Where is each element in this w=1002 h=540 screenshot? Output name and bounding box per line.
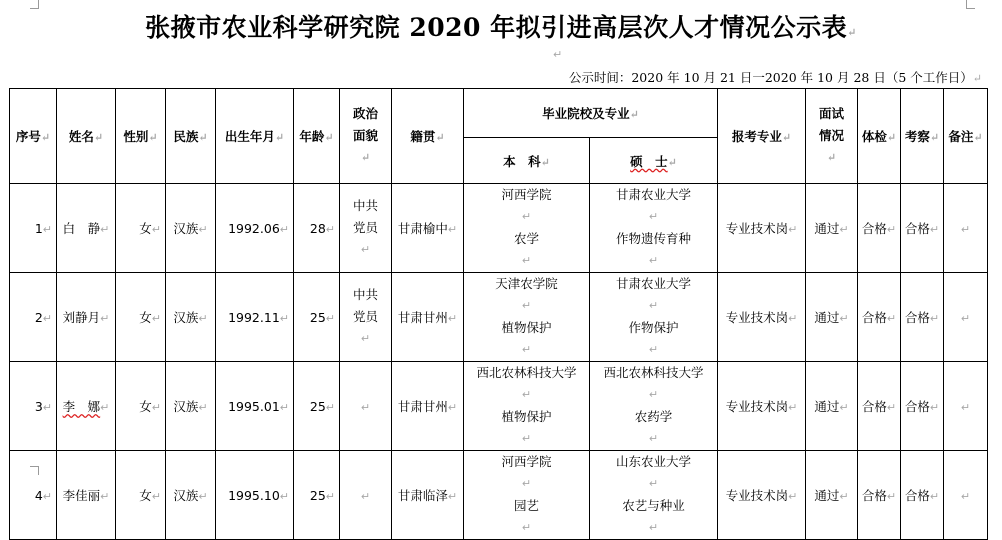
header-undergrad[interactable]: 本 科↵ bbox=[464, 138, 590, 184]
cell-political[interactable]: 中共 党员 ↵ bbox=[340, 184, 392, 273]
cell-political[interactable]: ↵ bbox=[340, 362, 392, 451]
cell-remarks[interactable]: ↵ bbox=[944, 451, 988, 540]
header-name[interactable]: 姓名↵ bbox=[57, 89, 116, 184]
cell-master[interactable]: 甘肃农业大学 ↵ 作物遗传育种 ↵ bbox=[590, 184, 718, 273]
table-row bbox=[10, 451, 988, 540]
cell-physical[interactable]: 合格↵ bbox=[858, 451, 901, 540]
cell-name[interactable]: 李 娜↵ bbox=[57, 362, 116, 451]
cell-name[interactable]: 李佳丽↵ bbox=[57, 451, 116, 540]
cell-interview[interactable]: 通过↵ bbox=[806, 273, 858, 362]
cell-master[interactable]: 甘肃农业大学 ↵ 作物保护 ↵ bbox=[590, 273, 718, 362]
cell-origin[interactable]: 甘肃榆中↵ bbox=[392, 184, 464, 273]
cell-physical[interactable]: 合格↵ bbox=[858, 273, 901, 362]
cell-gender[interactable]: 女↵ bbox=[116, 451, 166, 540]
cell-birth[interactable]: 1995.10↵ bbox=[216, 451, 294, 540]
cell-index[interactable]: 4↵ bbox=[10, 451, 57, 540]
notice-period[interactable]: 公示时间：2020 年 10 月 21 日一2020 年 10 月 28 日（5 个工作日）↵ bbox=[568, 70, 982, 85]
header-position[interactable]: 报考专业↵ bbox=[718, 89, 806, 184]
cell-position[interactable]: 专业技术岗↵ bbox=[718, 184, 806, 273]
cell-index[interactable]: 2↵ bbox=[10, 273, 57, 362]
cell-age[interactable]: 25↵ bbox=[294, 451, 340, 540]
cell-position[interactable]: 专业技术岗↵ bbox=[718, 451, 806, 540]
cell-political[interactable]: ↵ bbox=[340, 451, 392, 540]
cell-name[interactable]: 刘静月↵ bbox=[57, 273, 116, 362]
header-birth[interactable]: 出生年月↵ bbox=[216, 89, 294, 184]
header-interview[interactable]: 面试 情况 ↵ bbox=[806, 89, 858, 184]
cell-position[interactable]: 专业技术岗↵ bbox=[718, 362, 806, 451]
header-index[interactable]: 序号↵ bbox=[10, 89, 57, 184]
cell-undergrad[interactable]: 西北农林科技大学 ↵ 植物保护 ↵ bbox=[464, 362, 590, 451]
cell-origin[interactable]: 甘肃甘州↵ bbox=[392, 362, 464, 451]
cell-interview[interactable]: 通过↵ bbox=[806, 362, 858, 451]
cell-remarks[interactable]: ↵ bbox=[944, 273, 988, 362]
header-gender[interactable]: 性别↵ bbox=[116, 89, 166, 184]
cell-undergrad[interactable]: 天津农学院 ↵ 植物保护 ↵ bbox=[464, 273, 590, 362]
cell-age[interactable]: 25↵ bbox=[294, 362, 340, 451]
cell-gender[interactable]: 女↵ bbox=[116, 184, 166, 273]
cell-origin[interactable]: 甘肃临泽↵ bbox=[392, 451, 464, 540]
cell-assessment[interactable]: 合格↵ bbox=[901, 184, 944, 273]
cell-interview[interactable]: 通过↵ bbox=[806, 451, 858, 540]
cell-origin[interactable]: 甘肃甘州↵ bbox=[392, 273, 464, 362]
paragraph-mark: ↵ bbox=[553, 48, 563, 61]
cell-assessment[interactable]: 合格↵ bbox=[901, 273, 944, 362]
table-row bbox=[10, 362, 988, 451]
cell-physical[interactable]: 合格↵ bbox=[858, 362, 901, 451]
cell-master[interactable]: 山东农业大学 ↵ 农艺与种业 ↵ bbox=[590, 451, 718, 540]
cell-ethnicity[interactable]: 汉族↵ bbox=[166, 184, 216, 273]
cell-index[interactable]: 3↵ bbox=[10, 362, 57, 451]
cell-assessment[interactable]: 合格↵ bbox=[901, 362, 944, 451]
cell-name[interactable]: 白 静↵ bbox=[57, 184, 116, 273]
cell-assessment[interactable]: 合格↵ bbox=[901, 451, 944, 540]
cell-undergrad[interactable]: 河西学院 ↵ 农学 ↵ bbox=[464, 184, 590, 273]
header-school-group[interactable]: 毕业院校及专业↵ bbox=[464, 89, 718, 138]
document-title[interactable]: 张掖市农业科学研究院 2020 年拟引进高层次人才情况公示表↵ bbox=[145, 13, 857, 42]
cell-ethnicity[interactable]: 汉族↵ bbox=[166, 273, 216, 362]
cell-undergrad[interactable]: 河西学院 ↵ 园艺 ↵ bbox=[464, 451, 590, 540]
candidates-table[interactable] bbox=[9, 88, 988, 540]
cell-ethnicity[interactable]: 汉族↵ bbox=[166, 451, 216, 540]
table-row bbox=[10, 184, 988, 273]
header-physical[interactable]: 体检↵ bbox=[858, 89, 901, 184]
cell-age[interactable]: 25↵ bbox=[294, 273, 340, 362]
cell-ethnicity[interactable]: 汉族↵ bbox=[166, 362, 216, 451]
header-ethnicity[interactable]: 民族↵ bbox=[166, 89, 216, 184]
header-master[interactable]: 硕 士↵ bbox=[590, 138, 718, 184]
header-assessment[interactable]: 考察↵ bbox=[901, 89, 944, 184]
cell-remarks[interactable]: ↵ bbox=[944, 184, 988, 273]
cell-physical[interactable]: 合格↵ bbox=[858, 184, 901, 273]
header-age[interactable]: 年龄↵ bbox=[294, 89, 340, 184]
cell-gender[interactable]: 女↵ bbox=[116, 362, 166, 451]
cell-birth[interactable]: 1992.06↵ bbox=[216, 184, 294, 273]
header-remarks[interactable]: 备注↵ bbox=[944, 89, 988, 184]
cell-interview[interactable]: 通过↵ bbox=[806, 184, 858, 273]
cell-master[interactable]: 西北农林科技大学 ↵ 农药学 ↵ bbox=[590, 362, 718, 451]
header-origin[interactable]: 籍贯↵ bbox=[392, 89, 464, 184]
cell-birth[interactable]: 1992.11↵ bbox=[216, 273, 294, 362]
cell-age[interactable]: 28↵ bbox=[294, 184, 340, 273]
header-political[interactable]: 政治 面貌 ↵ bbox=[340, 89, 392, 184]
cell-index[interactable]: 1↵ bbox=[10, 184, 57, 273]
table-header-row bbox=[10, 89, 988, 138]
table-row bbox=[10, 273, 988, 362]
cell-remarks[interactable]: ↵ bbox=[944, 362, 988, 451]
cell-gender[interactable]: 女↵ bbox=[116, 273, 166, 362]
cell-position[interactable]: 专业技术岗↵ bbox=[718, 273, 806, 362]
cell-birth[interactable]: 1995.01↵ bbox=[216, 362, 294, 451]
cell-political[interactable]: 中共 党员 ↵ bbox=[340, 273, 392, 362]
